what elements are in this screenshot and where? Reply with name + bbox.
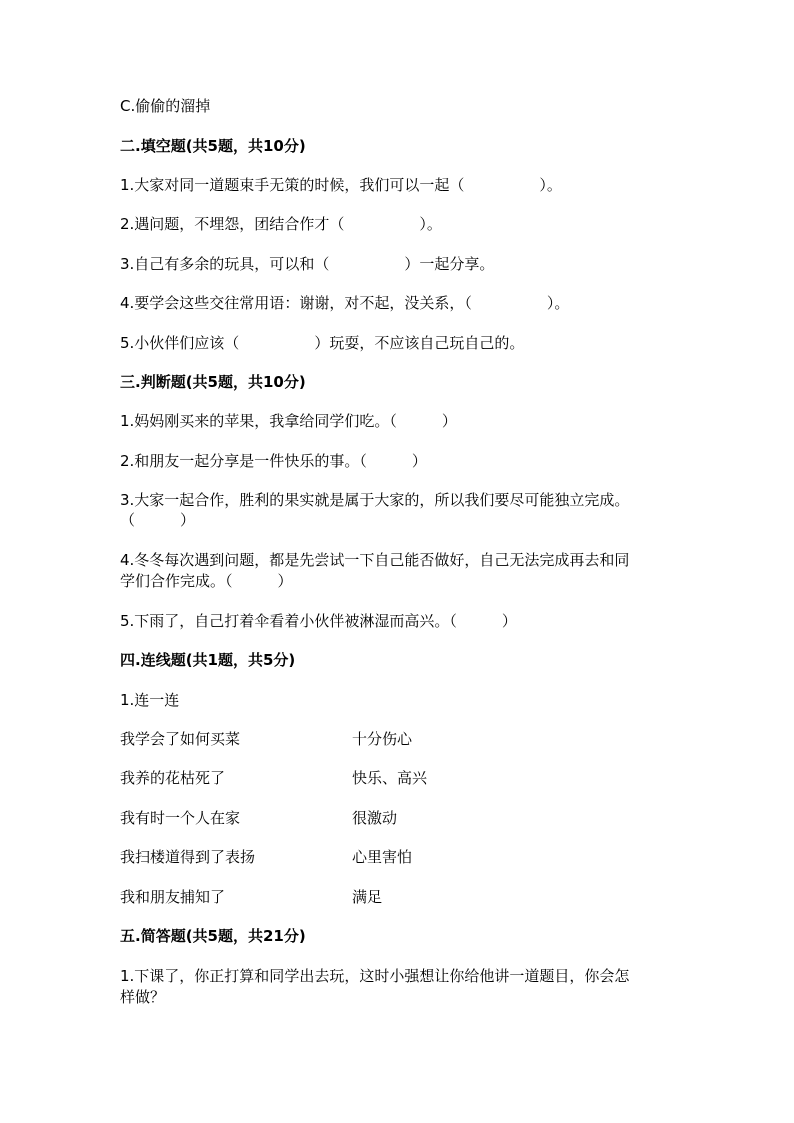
matching-left-1: 我学会了如何买菜 <box>120 730 241 748</box>
matching-right-4: 心里害怕 <box>352 848 413 866</box>
true-false-question-3-line-1: 3.大家一起合作，胜利的果实就是属于大家的，所以我们要尽可能独立完成。 <box>120 491 630 509</box>
option-c: C.偷偷的溜掉 <box>120 97 211 115</box>
matching-right-1: 十分伤心 <box>352 730 413 748</box>
fill-in-question-2: 2.遇问题，不埋怨，团结合作才（ ）。 <box>120 215 442 233</box>
fill-in-question-5: 5.小伙伴们应该（ ）玩耍，不应该自己玩自己的。 <box>120 334 525 352</box>
matching-left-3: 我有时一个人在家 <box>120 809 241 827</box>
matching-left-2: 我养的花枯死了 <box>120 769 226 787</box>
true-false-question-4-line-2: 学们合作完成。（ ） <box>120 572 293 590</box>
matching-left-5: 我和朋友捕知了 <box>120 888 226 906</box>
matching-right-5: 满足 <box>352 888 383 906</box>
fill-in-question-4: 4.要学会这些交往常用语：谢谢，对不起，没关系，（ ）。 <box>120 294 570 312</box>
short-answer-question-1-line-2: 样做？ <box>120 988 166 1006</box>
fill-in-question-1: 1.大家对同一道题束手无策的时候，我们可以一起（ ）。 <box>120 176 562 194</box>
true-false-question-3-line-2: （ ） <box>120 511 196 529</box>
matching-left-4: 我扫楼道得到了表扬 <box>120 848 256 866</box>
matching-right-3: 很激动 <box>352 809 398 827</box>
matching-question: 1.连一连 <box>120 691 180 709</box>
section-header-true-false: 三.判断题(共5题，共10分) <box>120 373 306 391</box>
section-header-short-answer: 五.简答题(共5题，共21分) <box>120 927 306 945</box>
short-answer-question-1-line-1: 1.下课了，你正打算和同学出去玩，这时小强想让你给他讲一道题目，你会怎 <box>120 967 630 985</box>
section-header-fill-in: 二.填空题(共5题，共10分) <box>120 137 306 155</box>
fill-in-question-3: 3.自己有多余的玩具，可以和（ ）一起分享。 <box>120 255 495 273</box>
true-false-question-2: 2.和朋友一起分享是一件快乐的事。（ ） <box>120 452 427 470</box>
true-false-question-1: 1.妈妈刚买来的苹果，我拿给同学们吃。（ ） <box>120 412 457 430</box>
matching-right-2: 快乐、高兴 <box>352 769 428 787</box>
section-header-matching: 四.连线题(共1题，共5分) <box>120 651 296 669</box>
true-false-question-5: 5.下雨了，自己打着伞看着小伙伴被淋湿而高兴。（ ） <box>120 612 517 630</box>
true-false-question-4-line-1: 4.冬冬每次遇到问题，都是先尝试一下自己能否做好，自己无法完成再去和同 <box>120 551 630 569</box>
